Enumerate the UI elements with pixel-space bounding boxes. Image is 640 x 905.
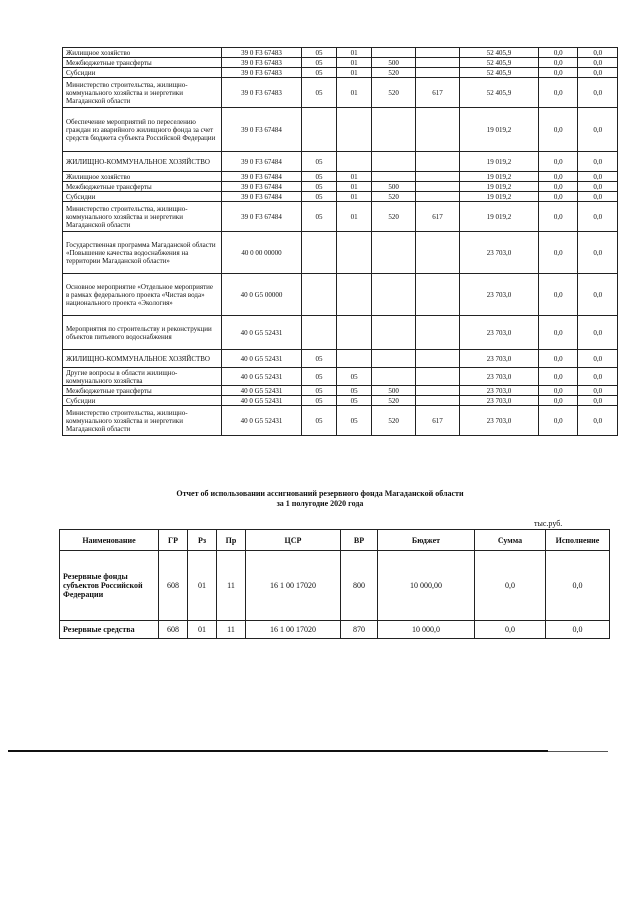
cell-vr: 520: [372, 202, 416, 232]
cell-gr: [416, 58, 460, 68]
cell-pr: 05: [337, 396, 372, 406]
cell-code: 40 0 G5 52431: [222, 386, 302, 396]
cell-c1: 0,0: [538, 350, 578, 368]
cell-code: 39 0 F3 67484: [222, 152, 302, 172]
cell-exec: 0,0: [546, 551, 610, 621]
cell-gr: [416, 108, 460, 152]
cell-name: Государственная программа Магаданской области «Повышение качества водоснабжения на территории Магаданской области»: [63, 232, 222, 274]
cell-rz: 05: [302, 192, 337, 202]
cell-name: Мероприятия по строительству и реконструкции объектов питьевого водоснабжения: [63, 316, 222, 350]
cell-sum: 19 019,2: [459, 108, 538, 152]
cell-name: Межбюджетные трансферты: [63, 182, 222, 192]
cell-c2: 0,0: [578, 68, 618, 78]
cell-vr: 520: [372, 78, 416, 108]
cell-name: Резервные средства: [60, 621, 159, 639]
cell-exec: 0,0: [546, 621, 610, 639]
cell-c1: 0,0: [538, 48, 578, 58]
cell-gr: 617: [416, 202, 460, 232]
cell-rz: 05: [302, 152, 337, 172]
cell-vr: [372, 232, 416, 274]
cell-c1: 0,0: [538, 172, 578, 182]
cell-name: Субсидии: [63, 396, 222, 406]
cell-gr: 617: [416, 78, 460, 108]
cell-pr: [337, 316, 372, 350]
cell-sum: 19 019,2: [459, 152, 538, 172]
cell-name: Основное мероприятие «Отдельное мероприятие в рамках федерального проекта «Чистая вода» национального проекта «Экология»: [63, 274, 222, 316]
report-title-line1: Отчет об использовании ассигнований резервного фонда Магаданской области: [176, 489, 464, 498]
cell-code: 39 0 F3 67484: [222, 202, 302, 232]
cell-pr: 01: [337, 172, 372, 182]
cell-pr: 11: [217, 621, 246, 639]
cell-c2: 0,0: [578, 58, 618, 68]
cell-gr: [416, 316, 460, 350]
cell-c2: 0,0: [578, 78, 618, 108]
header-budget: Бюджет: [378, 530, 475, 551]
page-rule: [8, 750, 548, 752]
header-pr: Пр: [217, 530, 246, 551]
cell-c2: 0,0: [578, 406, 618, 436]
table-row: [63, 182, 618, 192]
cell-code: 39 0 F3 67483: [222, 78, 302, 108]
cell-code: 40 0 G5 52431: [222, 368, 302, 386]
cell-gr: [416, 152, 460, 172]
table-row: [63, 172, 618, 182]
cell-sum: 23 703,0: [459, 316, 538, 350]
table-row: [63, 202, 618, 232]
cell-pr: [337, 232, 372, 274]
cell-rz: 05: [302, 350, 337, 368]
report-title-line2: за 1 полугодие 2020 года: [276, 499, 364, 508]
cell-rz: 05: [302, 68, 337, 78]
cell-sum: 19 019,2: [459, 172, 538, 182]
cell-c1: 0,0: [538, 182, 578, 192]
table-row: [63, 192, 618, 202]
table-row: [63, 232, 618, 274]
cell-gr: [416, 182, 460, 192]
cell-c2: 0,0: [578, 192, 618, 202]
cell-vr: 520: [372, 396, 416, 406]
cell-code: 39 0 F3 67484: [222, 182, 302, 192]
cell-sum: 52 405,9: [459, 68, 538, 78]
cell-vr: 500: [372, 386, 416, 396]
cell-c2: 0,0: [578, 232, 618, 274]
cell-c1: 0,0: [538, 58, 578, 68]
cell-gr: [416, 68, 460, 78]
cell-code: 40 0 G5 52431: [222, 406, 302, 436]
header-execution: Исполнение: [546, 530, 610, 551]
cell-pr: 11: [217, 551, 246, 621]
cell-budget: 10 000,0: [378, 621, 475, 639]
cell-name: Другие вопросы в области жилищно-коммунального хозяйства: [63, 368, 222, 386]
cell-c1: 0,0: [538, 192, 578, 202]
cell-sum: 23 703,0: [459, 232, 538, 274]
cell-vr: [372, 172, 416, 182]
cell-code: 40 0 G5 52431: [222, 396, 302, 406]
cell-pr: 01: [337, 182, 372, 192]
cell-rz: [302, 232, 337, 274]
table-row: [63, 58, 618, 68]
cell-sum: 0,0: [475, 551, 546, 621]
cell-c2: 0,0: [578, 108, 618, 152]
cell-sum: 23 703,0: [459, 350, 538, 368]
appropriations-table: [62, 47, 618, 436]
cell-code: 40 0 G5 00000: [222, 274, 302, 316]
cell-name: Межбюджетные трансферты: [63, 386, 222, 396]
cell-code: 39 0 F3 67483: [222, 48, 302, 58]
cell-sum: 19 019,2: [459, 192, 538, 202]
table-row: [60, 551, 610, 621]
header-gr: ГР: [159, 530, 188, 551]
cell-rz: 05: [302, 406, 337, 436]
table-row: [63, 48, 618, 58]
cell-pr: [337, 274, 372, 316]
cell-rz: [302, 316, 337, 350]
cell-gr: [416, 274, 460, 316]
cell-sum: 23 703,0: [459, 396, 538, 406]
cell-gr: [416, 350, 460, 368]
report-title: [0, 489, 640, 509]
cell-pr: 01: [337, 58, 372, 68]
cell-rz: 01: [188, 551, 217, 621]
cell-rz: 05: [302, 182, 337, 192]
cell-c1: 0,0: [538, 386, 578, 396]
cell-c2: 0,0: [578, 368, 618, 386]
table-row: [63, 396, 618, 406]
reserve-fund-table: [59, 529, 610, 639]
header-rz: Рз: [188, 530, 217, 551]
cell-pr: 01: [337, 48, 372, 58]
cell-c1: 0,0: [538, 406, 578, 436]
cell-name: Министерство строительства, жилищно-коммунального хозяйства и энергетики Магаданской области: [63, 78, 222, 108]
cell-sum: 23 703,0: [459, 368, 538, 386]
cell-name: Субсидии: [63, 68, 222, 78]
cell-gr: [416, 192, 460, 202]
cell-vr: [372, 316, 416, 350]
cell-gr: [416, 386, 460, 396]
cell-csr: 16 1 00 17020: [246, 621, 341, 639]
cell-name: Обеспечение мероприятий по переселению граждан из аварийного жилищного фонда за счет средств бюджета субъекта Российской Федерации: [63, 108, 222, 152]
cell-c2: 0,0: [578, 202, 618, 232]
table-row: [60, 621, 610, 639]
cell-c2: 0,0: [578, 316, 618, 350]
cell-pr: 01: [337, 202, 372, 232]
cell-gr: 608: [159, 551, 188, 621]
cell-c1: 0,0: [538, 396, 578, 406]
cell-c1: 0,0: [538, 274, 578, 316]
cell-vr: [372, 152, 416, 172]
table-row: [63, 68, 618, 78]
cell-sum: 0,0: [475, 621, 546, 639]
table-row: [63, 152, 618, 172]
cell-sum: 19 019,2: [459, 182, 538, 192]
cell-rz: 05: [302, 58, 337, 68]
cell-sum: 23 703,0: [459, 386, 538, 396]
cell-vr: [372, 368, 416, 386]
cell-pr: 05: [337, 386, 372, 396]
cell-name: ЖИЛИЩНО-КОММУНАЛЬНОЕ ХОЗЯЙСТВО: [63, 152, 222, 172]
cell-pr: 01: [337, 78, 372, 108]
cell-code: 40 0 00 00000: [222, 232, 302, 274]
cell-name: Жилищное хозяйство: [63, 48, 222, 58]
cell-vr: [372, 48, 416, 58]
cell-vr: 520: [372, 68, 416, 78]
header-name: Наименование: [60, 530, 159, 551]
cell-rz: 05: [302, 172, 337, 182]
cell-vr: 800: [341, 551, 378, 621]
cell-code: 40 0 G5 52431: [222, 350, 302, 368]
cell-code: 40 0 G5 52431: [222, 316, 302, 350]
table-row: [63, 108, 618, 152]
cell-code: 39 0 F3 67483: [222, 68, 302, 78]
table-row: [63, 350, 618, 368]
cell-rz: 05: [302, 78, 337, 108]
cell-rz: 01: [188, 621, 217, 639]
cell-budget: 10 000,00: [378, 551, 475, 621]
cell-vr: 500: [372, 58, 416, 68]
cell-name: Министерство строительства, жилищно-коммунального хозяйства и энергетики Магаданской области: [63, 406, 222, 436]
cell-pr: [337, 350, 372, 368]
cell-c1: 0,0: [538, 78, 578, 108]
cell-c2: 0,0: [578, 396, 618, 406]
table-row: [63, 274, 618, 316]
cell-gr: [416, 48, 460, 58]
cell-vr: 870: [341, 621, 378, 639]
table-row: [63, 368, 618, 386]
cell-gr: [416, 396, 460, 406]
cell-gr: [416, 232, 460, 274]
cell-rz: 05: [302, 202, 337, 232]
cell-name: Резервные фонды субъектов Российской Федерации: [60, 551, 159, 621]
cell-c2: 0,0: [578, 386, 618, 396]
cell-sum: 23 703,0: [459, 406, 538, 436]
cell-vr: [372, 108, 416, 152]
header-vr: ВР: [341, 530, 378, 551]
cell-sum: 52 405,9: [459, 48, 538, 58]
cell-code: 39 0 F3 67484: [222, 192, 302, 202]
cell-vr: [372, 274, 416, 316]
cell-c1: 0,0: [538, 368, 578, 386]
cell-sum: 52 405,9: [459, 58, 538, 68]
cell-vr: 520: [372, 192, 416, 202]
cell-c1: 0,0: [538, 108, 578, 152]
cell-pr: 05: [337, 406, 372, 436]
table-row: [63, 406, 618, 436]
cell-name: ЖИЛИЩНО-КОММУНАЛЬНОЕ ХОЗЯЙСТВО: [63, 350, 222, 368]
cell-vr: 500: [372, 182, 416, 192]
cell-name: Жилищное хозяйство: [63, 172, 222, 182]
cell-name: Межбюджетные трансферты: [63, 58, 222, 68]
table-row: [63, 316, 618, 350]
table-row: [63, 386, 618, 396]
table-row: [63, 78, 618, 108]
cell-code: 39 0 F3 67484: [222, 108, 302, 152]
table-header-row: [60, 530, 610, 551]
cell-c2: 0,0: [578, 182, 618, 192]
cell-c1: 0,0: [538, 232, 578, 274]
cell-c2: 0,0: [578, 350, 618, 368]
cell-c2: 0,0: [578, 152, 618, 172]
cell-pr: 01: [337, 192, 372, 202]
cell-gr: 608: [159, 621, 188, 639]
cell-rz: [302, 108, 337, 152]
cell-sum: 23 703,0: [459, 274, 538, 316]
cell-c1: 0,0: [538, 68, 578, 78]
cell-pr: [337, 108, 372, 152]
cell-code: 39 0 F3 67484: [222, 172, 302, 182]
cell-rz: 05: [302, 368, 337, 386]
cell-sum: 19 019,2: [459, 202, 538, 232]
cell-c1: 0,0: [538, 316, 578, 350]
header-sum: Сумма: [475, 530, 546, 551]
cell-pr: [337, 152, 372, 172]
units-label: тыс.руб.: [534, 519, 563, 528]
cell-rz: 05: [302, 386, 337, 396]
cell-pr: 01: [337, 68, 372, 78]
cell-sum: 52 405,9: [459, 78, 538, 108]
cell-rz: 05: [302, 396, 337, 406]
cell-name: Субсидии: [63, 192, 222, 202]
cell-gr: [416, 368, 460, 386]
cell-pr: 05: [337, 368, 372, 386]
cell-gr: 617: [416, 406, 460, 436]
cell-c1: 0,0: [538, 152, 578, 172]
cell-c2: 0,0: [578, 172, 618, 182]
cell-c2: 0,0: [578, 274, 618, 316]
cell-c1: 0,0: [538, 202, 578, 232]
cell-gr: [416, 172, 460, 182]
cell-vr: 520: [372, 406, 416, 436]
cell-csr: 16 1 00 17020: [246, 551, 341, 621]
header-csr: ЦСР: [246, 530, 341, 551]
cell-rz: [302, 274, 337, 316]
cell-vr: [372, 350, 416, 368]
page-rule-thin: [548, 751, 608, 752]
cell-name: Министерство строительства, жилищно-коммунального хозяйства и энергетики Магаданской области: [63, 202, 222, 232]
cell-c2: 0,0: [578, 48, 618, 58]
cell-rz: 05: [302, 48, 337, 58]
cell-code: 39 0 F3 67483: [222, 58, 302, 68]
